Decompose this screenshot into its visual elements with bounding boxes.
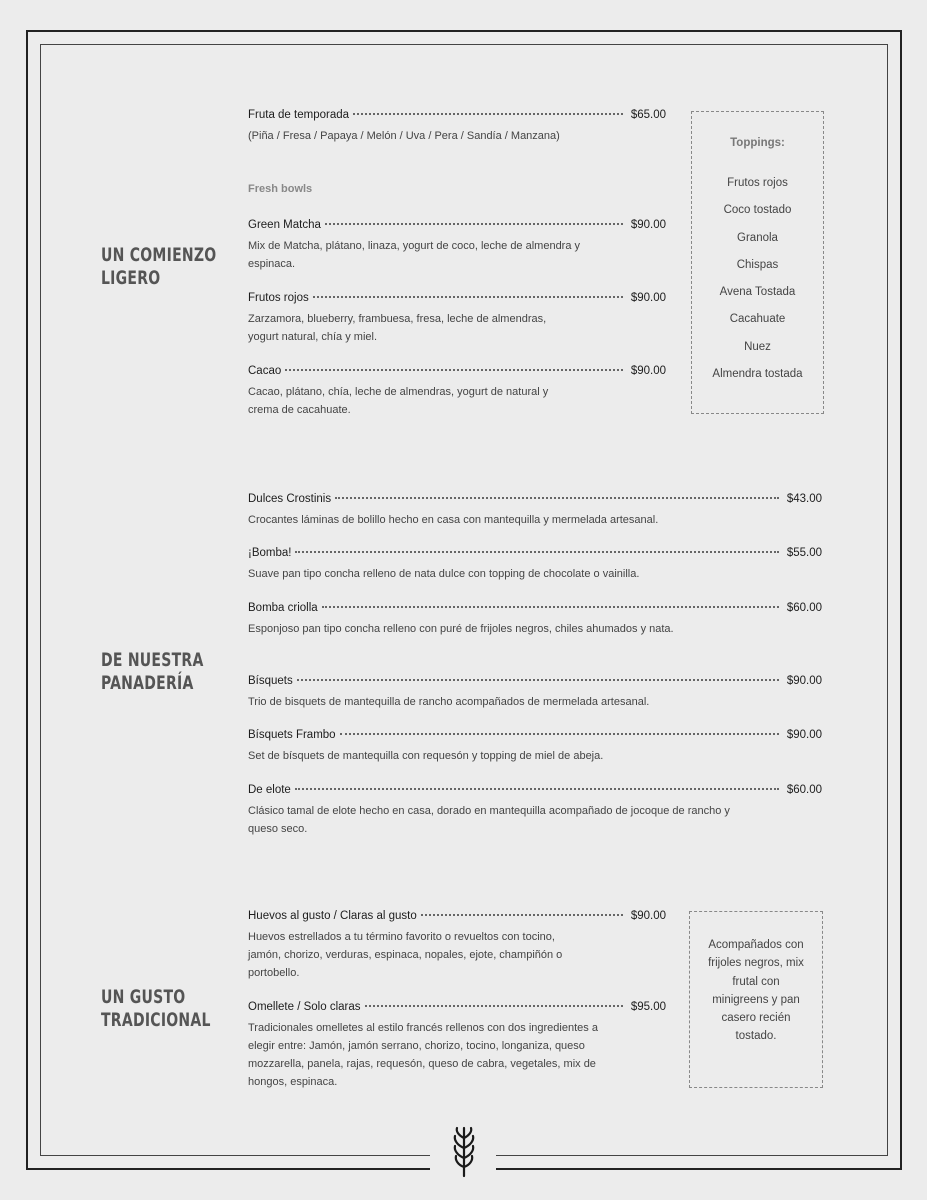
menu-item <box>248 910 666 982</box>
item-name: Green Matcha <box>248 219 321 231</box>
item-description: Crocantes láminas de bolillo hecho en casa con mantequilla y mermelada artesanal. <box>248 514 659 526</box>
menu-item <box>248 729 822 765</box>
section-title-line: UN GUSTO <box>101 986 186 1008</box>
dot-leader <box>421 914 623 916</box>
section-title-panaderia <box>101 649 204 695</box>
section-title-line: DE NUESTRA <box>101 649 204 671</box>
topping-item: Almendra tostada <box>712 368 803 381</box>
item-description: Clásico tamal de elote hecho en casa, dorado en mantequilla acompañado de jocoque de rancho y queso seco. <box>248 805 730 835</box>
fresh-bowls-label: Fresh bowls <box>248 183 313 195</box>
dot-leader <box>285 369 623 371</box>
toppings-title: Toppings: <box>730 137 785 149</box>
item-description: (Piña / Fresa / Papaya / Melón / Uva / Pera / Sandía / Manzana) <box>248 130 560 142</box>
item-name: Bísquets Frambo <box>248 729 336 741</box>
dot-leader <box>322 606 779 608</box>
item-price: $90.00 <box>630 365 666 377</box>
item-name: Omellete / Solo claras <box>248 1001 361 1013</box>
item-description: Huevos estrellados a tu término favorito o revueltos con tocino, jamón, chorizo, verduras, espinaca, nopales, ejote, champiñón o portobello. <box>248 931 563 979</box>
item-description: Cacao, plátano, chía, leche de almendras, yogurt de natural y crema de cacahuate. <box>248 386 549 416</box>
toppings-box <box>691 111 824 414</box>
section-title-line: LIGERO <box>101 267 161 289</box>
menu-item <box>248 109 666 145</box>
item-description: Esponjoso pan tipo concha relleno con puré de frijoles negros, chiles ahumados y nata. <box>248 623 674 635</box>
item-price: $90.00 <box>786 729 822 741</box>
item-price: $90.00 <box>630 292 666 304</box>
menu-item <box>248 547 822 583</box>
item-price: $90.00 <box>630 219 666 231</box>
topping-item: Cacahuate <box>729 313 786 326</box>
item-description: Set de bísquets de mantequilla con requesón y topping de miel de abeja. <box>248 750 604 762</box>
item-price: $95.00 <box>630 1001 666 1013</box>
dot-leader <box>295 551 778 553</box>
section-title-line: TRADICIONAL <box>101 1009 211 1031</box>
sides-note-text: Acompañados con frijoles negros, mix frutal con minigreens y pan casero recién tostado. <box>708 939 804 1043</box>
dot-leader <box>340 733 779 735</box>
item-description: Mix de Matcha, plátano, linaza, yogurt de coco, leche de almendra y espinaca. <box>248 240 581 270</box>
item-description: Zarzamora, blueberry, frambuesa, fresa, leche de almendras, yogurt natural, chía y miel. <box>248 313 547 343</box>
dot-leader <box>365 1005 623 1007</box>
item-name: Bísquets <box>248 675 293 687</box>
item-price: $43.00 <box>786 493 822 505</box>
item-name: Bomba criolla <box>248 602 318 614</box>
menu-item <box>248 1001 666 1091</box>
menu-item <box>248 493 822 529</box>
dot-leader <box>335 497 779 499</box>
item-price: $65.00 <box>630 109 666 121</box>
item-name: Cacao <box>248 365 282 377</box>
item-name: Fruta de temporada <box>248 109 350 121</box>
topping-item: Chispas <box>736 258 779 271</box>
dot-leader <box>353 113 623 115</box>
topping-item: Coco tostado <box>723 204 792 217</box>
section-title-line: UN COMIENZO <box>101 244 217 266</box>
dot-leader <box>313 296 623 298</box>
menu-item <box>248 675 822 711</box>
sides-note-box <box>689 911 823 1088</box>
item-description: Suave pan tipo concha relleno de nata dulce con topping de chocolate o vainilla. <box>248 568 640 580</box>
menu-item <box>248 219 666 273</box>
item-price: $60.00 <box>786 784 822 796</box>
item-description: Trio de bisquets de mantequilla de rancho acompañados de mermelada artesanal. <box>248 696 650 708</box>
section-title-comienzo-ligero <box>101 244 216 290</box>
item-name: Dulces Crostinis <box>248 493 332 505</box>
item-price: $55.00 <box>786 547 822 559</box>
wheat-icon <box>450 1126 478 1178</box>
topping-item: Granola <box>737 231 778 244</box>
topping-item: Nuez <box>744 340 771 353</box>
item-name: Huevos al gusto / Claras al gusto <box>248 910 417 922</box>
section-title-gusto-tradicional <box>101 986 211 1032</box>
topping-item: Avena Tostada <box>719 286 796 299</box>
item-price: $90.00 <box>630 910 666 922</box>
dot-leader <box>325 223 623 225</box>
dot-leader <box>297 679 779 681</box>
item-name: ¡Bomba! <box>248 547 292 559</box>
item-description: Tradicionales omelletes al estilo francés rellenos con dos ingredientes a elegir entre: Jamón, jamón serrano, chorizo, tocino, longaniza, queso mozzarella, panela, rajas, requesón, queso de cabra, vegetales, mix de hongos, espinaca. <box>248 1022 598 1088</box>
menu-item <box>248 602 822 638</box>
menu-item <box>248 784 822 838</box>
menu-item <box>248 292 666 346</box>
item-price: $90.00 <box>786 675 822 687</box>
dot-leader <box>295 788 779 790</box>
item-price: $60.00 <box>786 602 822 614</box>
item-name: De elote <box>248 784 291 796</box>
menu-item <box>248 365 666 419</box>
item-name: Frutos rojos <box>248 292 309 304</box>
section-title-line: PANADERÍA <box>101 672 194 694</box>
topping-item: Frutos rojos <box>727 177 788 189</box>
